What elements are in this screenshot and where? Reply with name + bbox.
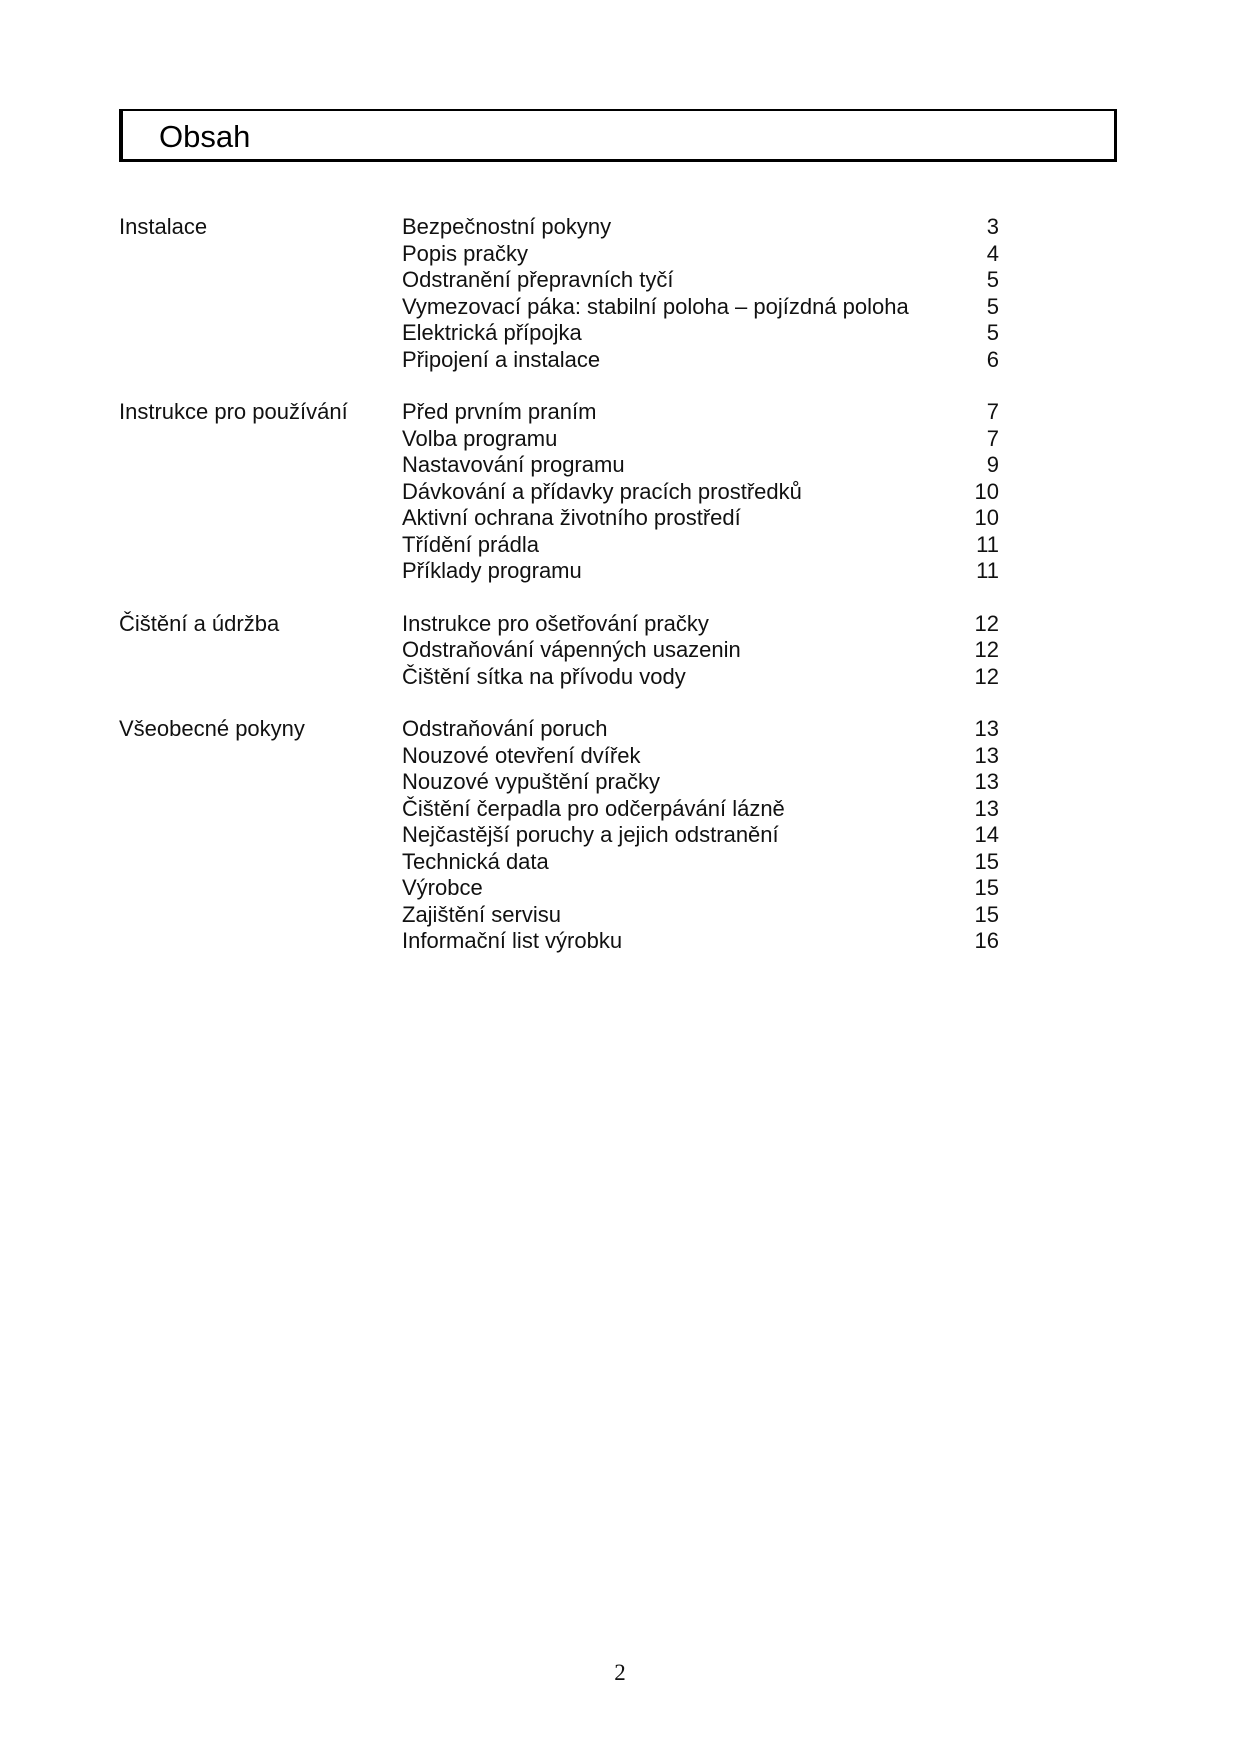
page-number: 2: [614, 1660, 626, 1685]
toc-entry: [402, 796, 999, 823]
entry-text: Výrobce: [402, 875, 483, 900]
entry-page: 13: [974, 769, 999, 794]
section-label: Čištění a údržba: [119, 610, 280, 636]
entry-page: 3: [986, 214, 999, 239]
entry-page: 9: [986, 452, 999, 477]
entry-text: Instrukce pro ošetřování pračky: [402, 610, 709, 636]
toc-entry: [402, 399, 999, 426]
toc-section: [119, 399, 999, 585]
title-box: [119, 109, 1117, 162]
entry-text: Odstranění přepravních tyčí: [402, 267, 674, 292]
entry-text: Příklady programu: [402, 558, 582, 583]
entry-text: Volba programu: [402, 425, 558, 451]
toc-entry: [402, 505, 999, 532]
toc-entry: [402, 822, 999, 849]
toc-entry: [402, 320, 999, 347]
entry-text: Čištění sítka na přívodu vody: [402, 663, 686, 689]
entry-text: Elektrická přípojka: [402, 320, 582, 345]
entry-text: Aktivní ochrana životního prostředí: [402, 505, 741, 530]
entry-text: Nejčastější poruchy a jejich odstranění: [402, 822, 779, 847]
entry-text: Nouzové vypuštění pračky: [402, 769, 661, 794]
toc-section: [119, 214, 999, 373]
toc-entry: [402, 532, 999, 559]
entry-page: 13: [974, 716, 999, 741]
entry-page: 12: [974, 637, 999, 662]
entry-page: 13: [974, 742, 999, 768]
toc-section: [119, 611, 999, 691]
entry-page: 6: [986, 346, 999, 372]
entry-page: 13: [974, 795, 999, 821]
entry-page: 15: [974, 848, 999, 874]
toc-entry: [402, 267, 999, 294]
entry-text: Dávkování a přídavky pracích prostředků: [402, 478, 802, 504]
toc-entry: [402, 241, 999, 268]
entry-page: 11: [976, 558, 999, 583]
toc-entry: [402, 347, 999, 374]
entry-text: Popis pračky: [402, 240, 528, 266]
toc-entry: [402, 558, 999, 585]
toc-entry: [402, 637, 999, 664]
entry-page: 10: [974, 478, 999, 504]
entry-text: Odstraňování poruch: [402, 716, 608, 741]
entry-page: 14: [974, 822, 999, 847]
entry-page: 5: [986, 293, 999, 319]
entry-page: 7: [986, 425, 999, 451]
toc-entry: [402, 902, 999, 929]
entry-page: 5: [986, 320, 999, 345]
toc-section: [119, 716, 999, 955]
entry-text: Technická data: [402, 848, 549, 874]
section-label: Instrukce pro používání: [119, 399, 348, 424]
entry-page: 16: [974, 928, 999, 953]
entry-page: 10: [974, 505, 999, 530]
entry-page: 12: [974, 663, 999, 689]
entry-text: Bezpečnostní pokyny: [402, 214, 612, 239]
toc-entry: [402, 769, 999, 796]
entry-text: Čištění čerpadla pro odčerpávání lázně: [402, 795, 785, 821]
entry-page: 5: [986, 267, 999, 292]
toc-entry: [402, 214, 999, 241]
toc-entry: [402, 928, 999, 955]
entry-page: 12: [974, 610, 999, 636]
toc-entry: [402, 426, 999, 453]
entry-text: Informační list výrobku: [402, 928, 623, 953]
entry-text: Vymezovací páka: stabilní poloha – pojízdná poloha: [402, 293, 909, 319]
entry-text: Zajištění servisu: [402, 901, 561, 927]
toc-entry: [402, 664, 999, 691]
entry-text: Nastavování programu: [402, 452, 625, 477]
entry-page: 15: [974, 901, 999, 927]
entry-text: Nouzové otevření dvířek: [402, 742, 641, 768]
section-label: Všeobecné pokyny: [119, 716, 305, 741]
entry-text: Připojení a instalace: [402, 346, 601, 372]
toc-entry: [402, 611, 999, 638]
section-label: Instalace: [119, 214, 208, 239]
entry-page: 7: [986, 399, 999, 424]
toc-entry: [402, 743, 999, 770]
toc-entry: [402, 479, 999, 506]
table-of-contents: [119, 214, 999, 981]
entry-page: 15: [974, 875, 999, 900]
entry-page: 4: [986, 240, 999, 266]
toc-entry: [402, 849, 999, 876]
entry-text: Třídění prádla: [402, 531, 539, 557]
page-title: Obsah: [159, 119, 251, 154]
entry-page: 11: [976, 531, 999, 557]
toc-entry: [402, 875, 999, 902]
toc-entry: [402, 294, 999, 321]
entry-text: Odstraňování vápenných usazenin: [402, 637, 741, 662]
entry-text: Před prvním praním: [402, 399, 597, 424]
toc-entry: [402, 452, 999, 479]
toc-entry: [402, 716, 999, 743]
